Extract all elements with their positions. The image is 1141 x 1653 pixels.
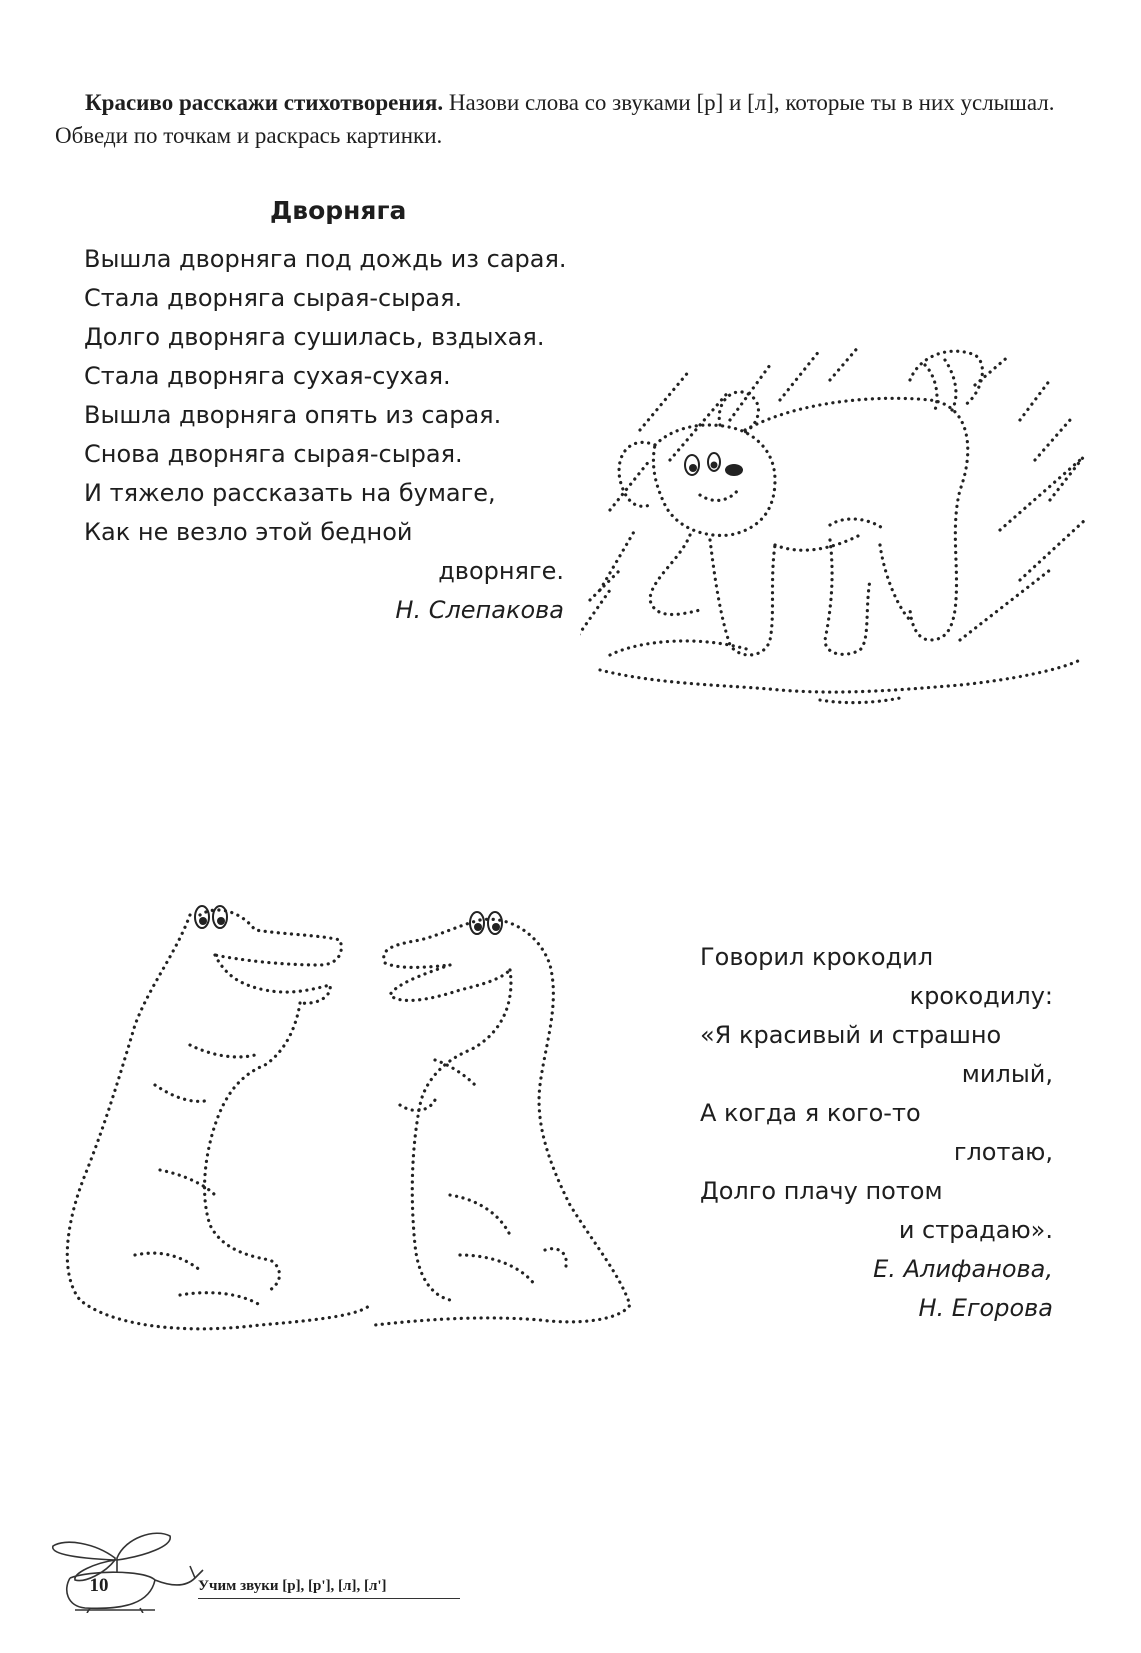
instruction-bold: Красиво расскажи стихотворения. [85, 90, 444, 115]
poem-line: Вышла дворняга под дождь из сарая. [84, 245, 567, 273]
poem-line: крокодилу: [909, 982, 1053, 1010]
poem-dvornyaga [84, 240, 567, 630]
helicopter-icon [45, 1518, 205, 1613]
instruction-text [55, 86, 1095, 152]
poem-line: Вышла дворняга опять из сарая. [84, 401, 502, 429]
poem-author: Е. Алифанова, [873, 1255, 1053, 1283]
poem-author: Н. Слепакова [395, 596, 564, 624]
poem-line: Говорил крокодил [700, 943, 934, 971]
poem-line: Долго дворняга сушилась, вздыхая. [84, 323, 545, 351]
poem-author: Н. Егорова [918, 1294, 1053, 1322]
poem-crocodile [700, 938, 1053, 1328]
poem-title: Дворняга [270, 196, 407, 225]
poem-line: А когда я кого-то [700, 1099, 921, 1127]
poem-line: Снова дворняга сырая-сырая. [84, 440, 463, 468]
footer-title: Учим звуки [р], [р'], [л], [л'] [198, 1578, 460, 1599]
poem-line: Долго плачу потом [700, 1177, 943, 1205]
poem-line: И тяжело рассказать на бумаге, [84, 479, 496, 507]
poem-line: «Я красивый и страшно [700, 1021, 1002, 1049]
poem-line: и страдаю». [898, 1216, 1053, 1244]
poem-line: Как не везло этой бедной [84, 518, 413, 546]
poem-line: милый, [961, 1060, 1053, 1088]
poem-line: дворняге. [438, 557, 564, 585]
dotted-dog-picture [580, 340, 1100, 740]
poem-line: Стала дворняга сухая-сухая. [84, 362, 451, 390]
poem-line: Стала дворняга сырая-сырая. [84, 284, 463, 312]
page-number: 10 [89, 1575, 109, 1596]
dotted-crocodiles-picture [40, 895, 680, 1355]
poem-line: глотаю, [953, 1138, 1053, 1166]
instruction-rest: Назови слова со звуками [р] и [л], которые ты в них услышал. Обведи по точкам и раскрась картинки. [55, 90, 1055, 148]
